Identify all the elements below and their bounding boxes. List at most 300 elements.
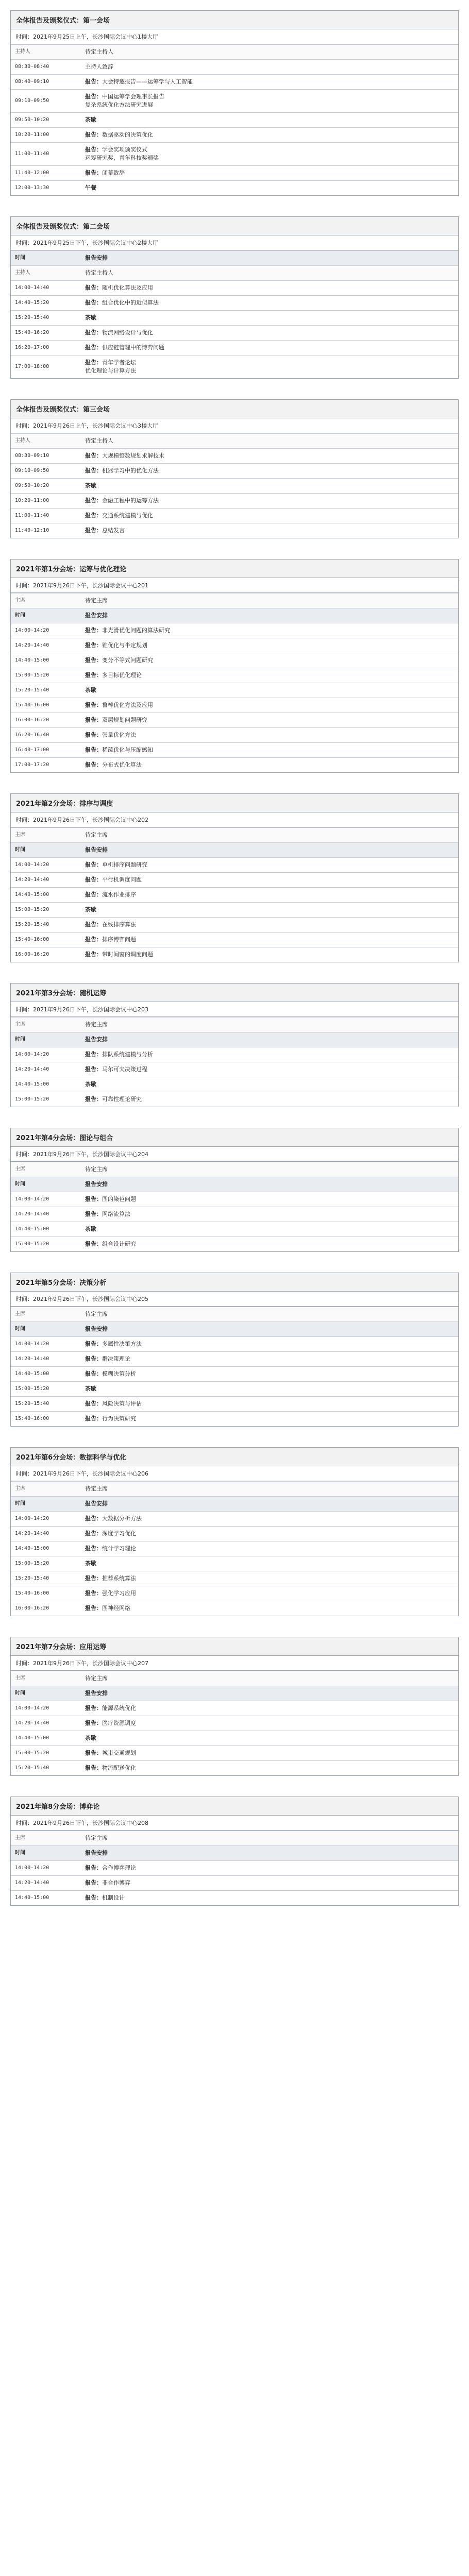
line-label: 报告： (85, 467, 102, 474)
row-content (81, 464, 458, 479)
line-label: 报告： (85, 1705, 102, 1711)
line-label: 报告： (85, 702, 102, 708)
line-label: 报告： (85, 861, 102, 868)
row-time: 主席 (11, 1671, 81, 1686)
line-label: 报告： (85, 876, 102, 883)
content-line (85, 467, 454, 475)
line-label: 报告： (85, 1051, 102, 1058)
row-time: 15:40-16:00 (11, 1586, 81, 1601)
schedule-row (11, 1062, 458, 1077)
content-line (85, 861, 454, 869)
line-label: 报告： (85, 1605, 102, 1612)
line-text: 统计学习理论 (102, 1545, 136, 1552)
row-time: 15:00-15:20 (11, 1746, 81, 1761)
row-content (81, 1192, 458, 1207)
row-time: 主持人 (11, 434, 81, 449)
row-time: 主席 (11, 828, 81, 843)
row-time: 主席 (11, 1831, 81, 1846)
schedule-row (11, 434, 458, 449)
row-time: 11:00-11:40 (11, 143, 81, 166)
line-label: 报告： (85, 1415, 102, 1422)
line-text: 排序博弈问题 (102, 936, 136, 943)
schedule-row (11, 1162, 458, 1177)
row-time: 16:40-17:00 (11, 743, 81, 758)
line-text: 闭幕致辞 (102, 170, 125, 176)
line-text: 交通系统建模与优化 (102, 512, 153, 519)
row-time: 15:20-15:40 (11, 1571, 81, 1586)
row-time: 10:20-11:00 (11, 494, 81, 509)
content-line (85, 936, 454, 944)
line-label: 茶歇 (85, 1226, 96, 1232)
line-text: 机器学习中的优化方法 (102, 467, 159, 474)
line-label: 报告： (85, 1355, 102, 1362)
line-label: 报告： (85, 672, 102, 679)
content-line (85, 367, 454, 375)
schedule-row (11, 166, 458, 181)
line-label: 报告： (85, 1865, 102, 1871)
schedule-row (11, 113, 458, 128)
content-line (85, 1500, 454, 1508)
content-line (85, 63, 454, 71)
content-line (85, 116, 454, 124)
row-content (81, 434, 458, 449)
line-label: 报告： (85, 1879, 102, 1886)
line-text: 待定主持人 (85, 437, 113, 444)
line-text: 大规模整数规划求解技术 (102, 452, 164, 459)
row-time: 14:20-14:40 (11, 1876, 81, 1891)
line-text: 待定主席 (85, 1835, 108, 1841)
schedule-row (11, 311, 458, 326)
row-content (81, 1846, 458, 1861)
schedule-row (11, 523, 458, 538)
row-content (81, 1601, 458, 1616)
schedule-row (11, 1382, 458, 1397)
line-text: 主持人致辞 (85, 63, 113, 70)
row-content (81, 1861, 458, 1876)
schedule-row (11, 1092, 458, 1107)
schedule-row (11, 60, 458, 75)
schedule-row (11, 1512, 458, 1527)
content-line (85, 1589, 454, 1598)
line-text: 多属性决策方法 (102, 1341, 142, 1347)
row-time: 14:00-14:40 (11, 281, 81, 296)
line-text: 大会特邀报告——运筹学与人工智能 (102, 78, 193, 85)
row-content (81, 728, 458, 743)
line-text: 鲁棒优化方法及应用 (102, 702, 153, 708)
content-line (85, 1385, 454, 1393)
line-text: 图神经网络 (102, 1605, 130, 1612)
line-text: 报告安排 (85, 1850, 108, 1856)
content-line (85, 1400, 454, 1408)
schedule-row (11, 638, 458, 653)
row-time: 14:40-15:00 (11, 888, 81, 903)
line-text: 分布式优化算法 (102, 761, 142, 768)
content-line (85, 641, 454, 650)
row-content (81, 296, 458, 311)
line-text: 马尔可夫决策过程 (102, 1066, 147, 1073)
content-line (85, 284, 454, 292)
line-text: 青年学者论坛 (102, 359, 136, 366)
row-content (81, 758, 458, 773)
line-text: 张量优化方法 (102, 732, 136, 738)
content-line (85, 1834, 454, 1842)
line-label: 茶歇 (85, 1735, 96, 1741)
line-label: 报告： (85, 657, 102, 664)
content-line (85, 452, 454, 460)
line-text: 复杂系统优化方法研究进展 (85, 101, 153, 108)
schedule-row (11, 594, 458, 608)
content-line (85, 1065, 454, 1074)
row-content (81, 873, 458, 888)
content-line (85, 746, 454, 754)
content-line (85, 891, 454, 899)
row-time: 主持人 (11, 45, 81, 60)
row-time: 14:00-14:20 (11, 1701, 81, 1716)
row-time: 主席 (11, 1018, 81, 1032)
row-time: 15:00-15:20 (11, 1382, 81, 1397)
content-line (85, 656, 454, 665)
schedule-row (11, 1891, 458, 1906)
session-title: 全体报告及颁奖仪式：第一会场 (11, 11, 458, 29)
content-line (85, 876, 454, 884)
row-content (81, 1307, 458, 1322)
row-content (81, 60, 458, 75)
schedule-table (11, 1307, 458, 1426)
row-content (81, 594, 458, 608)
line-text: 强化学习应用 (102, 1590, 136, 1597)
content-line (85, 1574, 454, 1583)
row-time: 09:50-10:20 (11, 479, 81, 494)
line-text: 待定主席 (85, 1021, 108, 1028)
row-time: 09:10-09:50 (11, 464, 81, 479)
row-content (81, 1831, 458, 1846)
schedule-row (11, 1876, 458, 1891)
line-text: 运筹研究奖、青年科技奖颁奖 (85, 155, 159, 161)
row-content (81, 1367, 458, 1382)
schedule-row (11, 449, 458, 464)
row-content (81, 668, 458, 683)
content-line (85, 1704, 454, 1713)
schedule-row (11, 933, 458, 947)
content-line (85, 1080, 454, 1089)
row-time: 15:20-15:40 (11, 1761, 81, 1776)
content-line (85, 1036, 454, 1044)
schedule-row (11, 464, 458, 479)
schedule-row (11, 355, 458, 379)
session-meta: 时间：2021年9月26日上午，长沙国际会议中心3楼大厅 (11, 418, 458, 433)
line-label: 报告： (85, 78, 102, 85)
schedule-row (11, 1861, 458, 1876)
content-line (85, 329, 454, 337)
line-label: 报告： (85, 717, 102, 723)
content-line (85, 1879, 454, 1887)
schedule-row (11, 683, 458, 698)
line-text: 行为决策研究 (102, 1415, 136, 1422)
line-text: 待定主席 (85, 1675, 108, 1682)
line-text: 金融工程中的运筹方法 (102, 497, 159, 504)
line-text: 报告安排 (85, 612, 108, 619)
line-label: 报告： (85, 359, 102, 366)
line-text: 报告安排 (85, 1500, 108, 1507)
schedule-row (11, 1482, 458, 1497)
row-content (81, 1177, 458, 1192)
line-label: 报告： (85, 1515, 102, 1522)
line-label: 报告： (85, 131, 102, 138)
session-section (10, 399, 459, 538)
session-meta: 时间：2021年9月26日下午，长沙国际会议中心202 (11, 812, 458, 827)
row-time: 17:00-17:20 (11, 758, 81, 773)
line-text: 机制设计 (102, 1894, 125, 1901)
content-line (85, 626, 454, 635)
schedule-row (11, 1671, 458, 1686)
schedule-row (11, 1207, 458, 1222)
session-title: 2021年第4分会场：图论与组合 (11, 1128, 458, 1147)
line-text: 待定主席 (85, 1311, 108, 1317)
schedule-row (11, 1352, 458, 1367)
row-time: 主席 (11, 1307, 81, 1322)
line-text: 物流网络设计与优化 (102, 329, 153, 336)
content-line (85, 1749, 454, 1757)
schedule-table (11, 1831, 458, 1905)
schedule-row (11, 1322, 458, 1337)
schedule-row (11, 623, 458, 638)
row-content (81, 933, 458, 947)
line-text: 单机排序问题研究 (102, 861, 147, 868)
line-label: 报告： (85, 732, 102, 738)
line-label: 报告： (85, 512, 102, 519)
session-meta: 时间：2021年9月26日下午，长沙国际会议中心205 (11, 1292, 458, 1307)
session-title: 全体报告及颁奖仪式：第二会场 (11, 217, 458, 235)
schedule-row (11, 494, 458, 509)
row-time: 14:20-14:40 (11, 1352, 81, 1367)
line-text: 深度学习优化 (102, 1530, 136, 1537)
row-content (81, 143, 458, 166)
schedule-row (11, 251, 458, 266)
line-text: 网络流算法 (102, 1211, 130, 1217)
row-content (81, 623, 458, 638)
row-content (81, 1571, 458, 1586)
content-line (85, 48, 454, 56)
line-label: 报告： (85, 1750, 102, 1756)
line-text: 锥优化与半定规划 (102, 642, 147, 649)
session-meta: 时间：2021年9月26日下午，长沙国际会议中心208 (11, 1816, 458, 1831)
schedule-row (11, 128, 458, 143)
line-label: 报告： (85, 146, 102, 153)
content-line (85, 1719, 454, 1727)
session-title: 2021年第3分会场：随机运筹 (11, 984, 458, 1002)
content-line (85, 184, 454, 192)
line-text: 报告安排 (85, 1181, 108, 1188)
content-line (85, 716, 454, 724)
line-text: 供应链管理中的博弈问题 (102, 344, 164, 351)
content-line (85, 1515, 454, 1523)
row-time: 11:00-11:40 (11, 509, 81, 523)
row-content (81, 128, 458, 143)
line-label: 报告： (85, 921, 102, 928)
schedule-row (11, 296, 458, 311)
line-label: 报告： (85, 1545, 102, 1552)
content-line (85, 612, 454, 620)
row-content (81, 1556, 458, 1571)
schedule-table (11, 250, 458, 378)
session-section (10, 10, 459, 196)
line-label: 茶歇 (85, 314, 96, 321)
content-line (85, 1849, 454, 1857)
row-time: 16:20-17:00 (11, 341, 81, 355)
row-time: 14:40-15:00 (11, 653, 81, 668)
line-text: 能源系统优化 (102, 1705, 136, 1711)
line-text: 模糊决策分析 (102, 1370, 136, 1377)
content-line (85, 101, 454, 109)
row-content (81, 1382, 458, 1397)
row-content (81, 638, 458, 653)
row-time: 14:20-14:40 (11, 638, 81, 653)
row-content (81, 713, 458, 728)
content-line (85, 1165, 454, 1174)
line-label: 报告： (85, 642, 102, 649)
row-content (81, 683, 458, 698)
content-line (85, 1240, 454, 1248)
schedule-row (11, 45, 458, 60)
schedule-row (11, 1686, 458, 1701)
content-line (85, 1095, 454, 1104)
row-content (81, 918, 458, 933)
line-text: 总结发言 (102, 527, 125, 534)
line-label: 茶歇 (85, 116, 96, 123)
schedule-table (11, 827, 458, 962)
session-title: 2021年第5分会场：决策分析 (11, 1273, 458, 1292)
schedule-row (11, 1761, 458, 1776)
schedule-row (11, 873, 458, 888)
line-text: 数据驱动的决策优化 (102, 131, 153, 138)
line-text: 医疗资源调度 (102, 1720, 136, 1726)
row-time: 15:00-15:20 (11, 668, 81, 683)
content-line (85, 1560, 454, 1568)
schedule-row (11, 1527, 458, 1541)
row-time: 14:00-14:20 (11, 1047, 81, 1062)
content-line (85, 1195, 454, 1204)
line-text: 平行机调度问题 (102, 876, 142, 883)
content-line (85, 686, 454, 694)
schedule-row (11, 181, 458, 196)
schedule-row (11, 1032, 458, 1047)
session-section (10, 793, 459, 962)
schedule-row (11, 75, 458, 90)
row-time: 时间 (11, 1846, 81, 1861)
content-line (85, 1415, 454, 1423)
row-content (81, 251, 458, 266)
row-time: 时间 (11, 843, 81, 858)
content-line (85, 1734, 454, 1742)
line-text: 群决策理论 (102, 1355, 130, 1362)
row-content (81, 1207, 458, 1222)
content-line (85, 846, 454, 854)
line-label: 报告： (85, 1400, 102, 1407)
line-label: 报告： (85, 1341, 102, 1347)
line-text: 推荐系统算法 (102, 1575, 136, 1582)
line-label: 报告： (85, 1720, 102, 1726)
row-time: 15:00-15:20 (11, 1237, 81, 1252)
session-section (10, 983, 459, 1107)
content-line (85, 1864, 454, 1872)
schedule-row (11, 1222, 458, 1237)
schedule-row (11, 828, 458, 843)
line-text: 待定主持人 (85, 269, 113, 276)
schedule-table (11, 1162, 458, 1251)
row-time: 主席 (11, 1482, 81, 1497)
line-text: 在线排序算法 (102, 921, 136, 928)
schedule-row (11, 1846, 458, 1861)
schedule-table (11, 1671, 458, 1775)
content-line (85, 1210, 454, 1218)
line-label: 报告： (85, 1096, 102, 1103)
line-label: 报告： (85, 1211, 102, 1217)
row-time: 15:40-16:00 (11, 933, 81, 947)
row-time: 15:20-15:40 (11, 918, 81, 933)
schedule-row (11, 1018, 458, 1032)
session-section (10, 1273, 459, 1427)
row-content (81, 1237, 458, 1252)
schedule-row (11, 281, 458, 296)
schedule-table (11, 1481, 458, 1616)
line-text: 组合优化中的近似算法 (102, 299, 159, 306)
line-label: 茶歇 (85, 1385, 96, 1392)
schedule-row (11, 1586, 458, 1601)
content-line (85, 1689, 454, 1698)
row-time: 14:40-15:00 (11, 1367, 81, 1382)
row-time: 17:00-18:00 (11, 355, 81, 379)
session-meta: 时间：2021年9月26日下午，长沙国际会议中心203 (11, 1002, 458, 1017)
row-time: 主席 (11, 594, 81, 608)
row-time: 15:40-16:00 (11, 698, 81, 713)
row-content (81, 75, 458, 90)
line-label: 午餐 (85, 184, 96, 191)
line-label: 茶歇 (85, 482, 96, 489)
row-time: 14:00-14:20 (11, 1337, 81, 1352)
row-time: 15:00-15:20 (11, 903, 81, 918)
row-content (81, 698, 458, 713)
line-text: 非合作博弈 (102, 1879, 130, 1886)
line-label: 报告： (85, 497, 102, 504)
content-line (85, 1545, 454, 1553)
schedule-row (11, 1047, 458, 1062)
row-time: 08:30-08:40 (11, 60, 81, 75)
schedule-row (11, 266, 458, 281)
row-content (81, 494, 458, 509)
row-time: 时间 (11, 608, 81, 623)
content-line (85, 359, 454, 367)
row-time: 时间 (11, 1032, 81, 1047)
row-content (81, 743, 458, 758)
row-time: 14:40-15:00 (11, 1541, 81, 1556)
line-label: 报告： (85, 1894, 102, 1901)
row-content (81, 1077, 458, 1092)
row-time: 10:20-11:00 (11, 128, 81, 143)
line-label: 报告： (85, 329, 102, 336)
line-label: 报告： (85, 1196, 102, 1202)
row-time: 14:00-14:20 (11, 858, 81, 873)
session-meta: 时间：2021年9月26日下午，长沙国际会议中心206 (11, 1466, 458, 1481)
row-content (81, 281, 458, 296)
schedule-table (11, 433, 458, 538)
schedule-row (11, 341, 458, 355)
row-content (81, 1701, 458, 1716)
line-text: 双层规划问题研究 (102, 717, 147, 723)
row-time: 14:20-14:40 (11, 1716, 81, 1731)
content-line (85, 951, 454, 959)
schedule-row (11, 728, 458, 743)
schedule-table (11, 593, 458, 772)
